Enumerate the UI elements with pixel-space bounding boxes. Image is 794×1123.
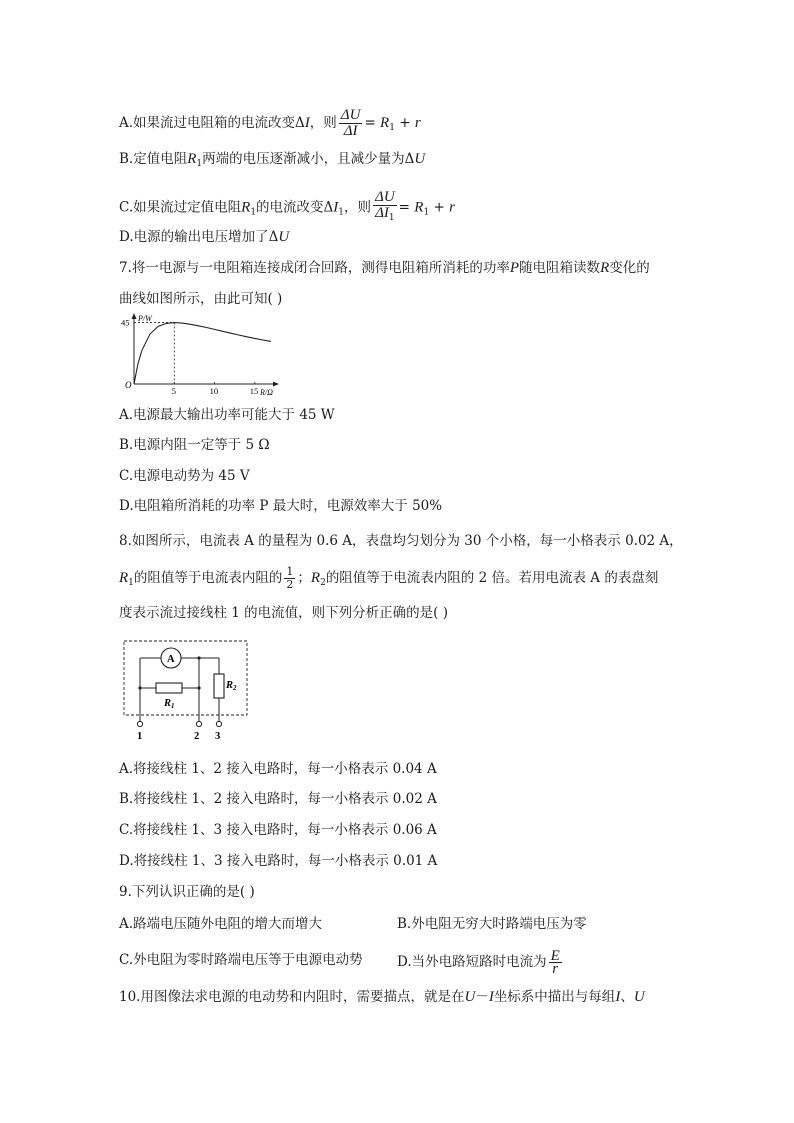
q7-stem-line2: 曲线如图所示，由此可知( ) <box>119 291 283 307</box>
junction-dot <box>138 686 141 689</box>
terminal-1 <box>137 721 142 726</box>
q7-option-b: B.电源内阻一定等于 5 Ω <box>119 437 270 453</box>
dashed-enclosure <box>124 641 247 715</box>
q8-option-d: D.将接线柱 1、3 接入电路时，每一小格表示 0.01 A <box>119 853 438 869</box>
origin-label: O <box>125 380 132 390</box>
x-tick-label-10: 10 <box>209 386 219 396</box>
q7-stem-line1: 7.将一电源与一电阻箱连接成闭合回路，测得电阻箱所消耗的功率P随电阻箱读数R变化的 <box>119 260 650 276</box>
power-resistance-graph <box>118 310 288 398</box>
fraction-du-di: $\frac{\Delta U}{\Delta I}$ <box>340 107 361 139</box>
terminal-1-label: 1 <box>137 731 143 742</box>
q9-stem: 9.下列认识正确的是( ) <box>119 884 255 900</box>
junction-dot <box>197 656 200 659</box>
q7-option-d: D.电阻箱所消耗的功率 P 最大时，电源效率大于 50% <box>119 498 443 514</box>
q8-stem-line2: $R_1$的阻值等于电流表内阻的 $\frac{1}{2}$ ；$R_2$的阻值等于电流表内阻的 2 倍。若用电流表 A 的表盘刻 <box>119 565 659 591</box>
resistor-r2 <box>214 674 224 698</box>
resistor-r1 <box>156 683 182 693</box>
q8-option-a: A.将接线柱 1、2 接入电路时，每一小格表示 0.04 A <box>119 761 437 777</box>
ammeter-label: A <box>167 654 175 665</box>
q7-option-a: A.电源最大输出功率可能大于 45 W <box>119 407 335 423</box>
ammeter-circuit-diagram <box>118 638 253 742</box>
q7-option-c: C.电源电动势为 45 V <box>119 468 250 484</box>
q9-option-a: A.路端电压随外电阻的增大而增大 <box>119 916 323 932</box>
resistor-r2-label: R2 <box>226 680 237 692</box>
q8-option-c: C.将接线柱 1、3 接入电路时，每一小格表示 0.06 A <box>119 822 437 838</box>
q9-option-d: D.当外电路短路时电流为 $\frac{E}{r}$ <box>397 948 560 977</box>
terminal-2 <box>196 721 201 726</box>
q9-option-c: C.外电阻为零时路端电压等于电源电动势 <box>119 952 363 968</box>
power-curve <box>134 323 271 384</box>
option-6c: C.如果流过定值电阻$R_1$的电流改变$\Delta I_1$，则 $\frac{\Delta U}{\Delta I_1}$ = $R_1 + r$ <box>119 190 455 226</box>
resistor-r1-label: R1 <box>164 698 175 710</box>
q8-stem-line1: 8.如图所示，电流表 A 的量程为 0.6 A，表盘均匀划分为 30 个小格，每一小格表示 0.02 A， <box>119 533 683 549</box>
fraction-du-di1: $\frac{\Delta U}{\Delta I_1}$ <box>375 189 395 223</box>
option-6b: B.定值电阻$R_1$两端的电压逐渐减小，且减少量为ΔU <box>119 151 426 169</box>
junction-dot <box>197 686 200 689</box>
y-axis-arrow <box>132 313 137 319</box>
terminal-3-label: 3 <box>215 731 221 742</box>
y-tick-label-45: 45 <box>121 317 130 328</box>
q8-option-b: B.将接线柱 1、2 接入电路时，每一小格表示 0.02 A <box>119 791 437 807</box>
x-axis-arrow <box>273 382 279 387</box>
q9-option-b: B.外电阻无穷大时路端电压为零 <box>397 916 587 932</box>
terminal-2-label: 2 <box>194 731 200 742</box>
terminal-3 <box>216 721 221 726</box>
option-6a: A.如果流过电阻箱的电流改变ΔI，则 $\frac{\Delta U}{\Delta I}$ = $R_1 + r$ <box>119 107 421 139</box>
q8-stem-line3: 度表示流过接线柱 1 的电流值，则下列分析正确的是( ) <box>119 605 448 621</box>
y-axis-label: P/W <box>138 314 152 323</box>
option-6d: D.电源的输出电压增加了ΔU <box>119 229 290 245</box>
x-tick-label-5: 5 <box>171 386 177 396</box>
q10-stem: 10.用图像法求电源的电动势和内阻时，需要描点，就是在U－I坐标系中描出与每组I、U <box>119 989 645 1005</box>
fraction-one-half: $\frac{1}{2}$ <box>286 565 294 591</box>
x-tick-label-15: 15 <box>249 386 259 396</box>
x-axis-label: R/Ω <box>260 388 273 397</box>
fraction-e-over-r: $\frac{E}{r}$ <box>550 948 560 977</box>
